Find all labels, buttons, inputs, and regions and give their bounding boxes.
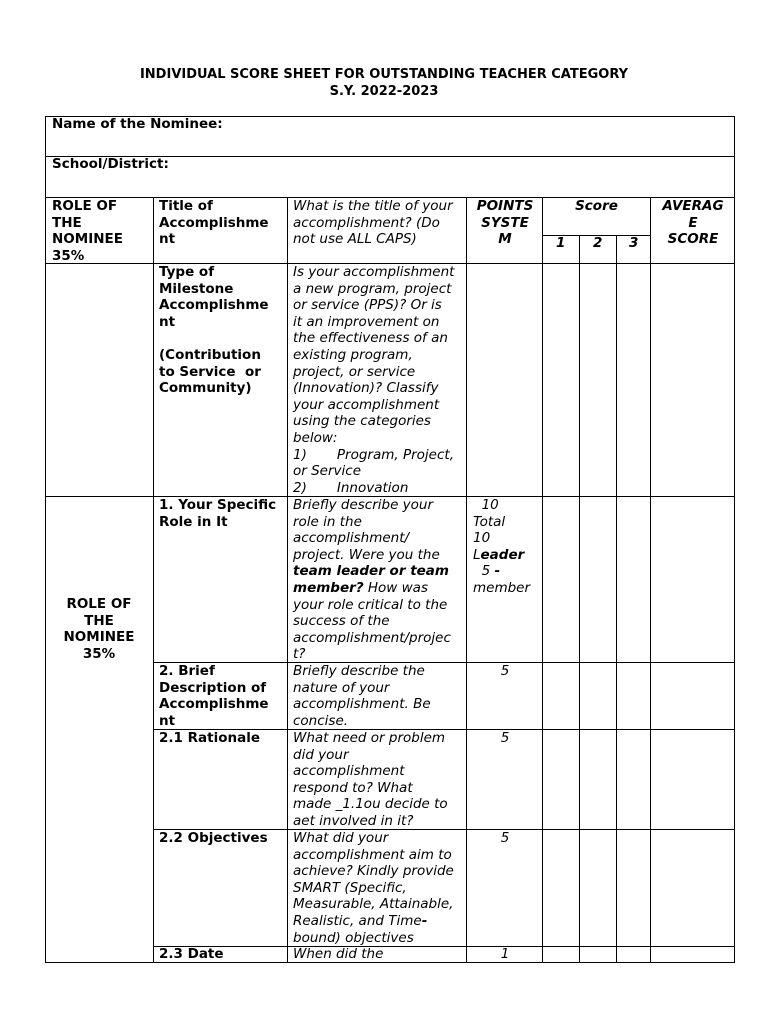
objectives-criterion: 2.2 Objectives [159, 830, 268, 846]
nominee-name-label: Name of the Nominee: [52, 116, 223, 132]
rationale-prompt: What need or problem did your accomplishment respond to? What made _1.1ou decide to aet involved in it? [293, 730, 448, 829]
title-of-accomplishment-header: Title of Accomplishme nt [159, 198, 269, 248]
rationale-criterion: 2.1 Rationale [159, 730, 260, 746]
brief-description-prompt: Briefly describe the nature of your accomplishment. Be concise. [293, 663, 431, 729]
date-criterion: 2.3 Date [159, 946, 224, 962]
specific-role-points: 10 Total 10 Leader 5 - member [473, 497, 531, 596]
average-score-header: AVERAG E SCORE [662, 198, 724, 248]
score-sheet-table [45, 116, 735, 964]
title-prompt: What is the title of your accomplishment? (Do not use ALL CAPS) [293, 198, 453, 248]
judge-2-header: 2 [593, 235, 603, 251]
school-year: S.Y. 2022-2023 [329, 84, 439, 99]
role-header: ROLE OF THE NOMINEE 35% [52, 198, 123, 264]
milestone-type-prompt: Is your accomplishment a new program, project or service (PPS)? Or is it an improvement on the effectiveness of an existing program, project, or service (Innovation)? Classify your accomplishment using the categories below: 1) Program, Project, or Service 2) Innovation [293, 264, 455, 496]
objectives-prompt: What did your accomplishment aim to achieve? Kindly provide SMART (Specific, Measurable, Attainable, Realistic, and Time- bound) objectives [293, 830, 454, 946]
score-header: Score [575, 198, 618, 214]
specific-role-criterion: 1. Your Specific Role in It [159, 497, 277, 530]
judge-3-header: 3 [629, 235, 639, 251]
date-prompt: When did the [293, 946, 384, 962]
specific-role-prompt: Briefly describe your role in the accomplishment/ project. Were you the team leader or team member? How was your role critical to the success of the accomplishment/projec t? [293, 497, 451, 663]
brief-description-points: 5 [500, 663, 510, 679]
objectives-points: 5 [500, 830, 510, 846]
rationale-points: 5 [500, 730, 510, 746]
judge-1-header: 1 [556, 235, 566, 251]
points-system-header: POINTS SYSTE M [476, 198, 534, 248]
role-of-nominee-side-label: ROLE OF THE NOMINEE 35% [63, 596, 135, 662]
school-district-label: School/District: [52, 156, 169, 172]
brief-description-criterion: 2. Brief Description of Accomplishme nt [159, 663, 269, 729]
document-title: INDIVIDUAL SCORE SHEET FOR OUTSTANDING TEACHER CATEGORY [139, 67, 629, 82]
date-points: 1 [500, 946, 510, 962]
milestone-type-criterion: Type of Milestone Accomplishme nt (Contribution to Service or Community) [159, 264, 269, 397]
